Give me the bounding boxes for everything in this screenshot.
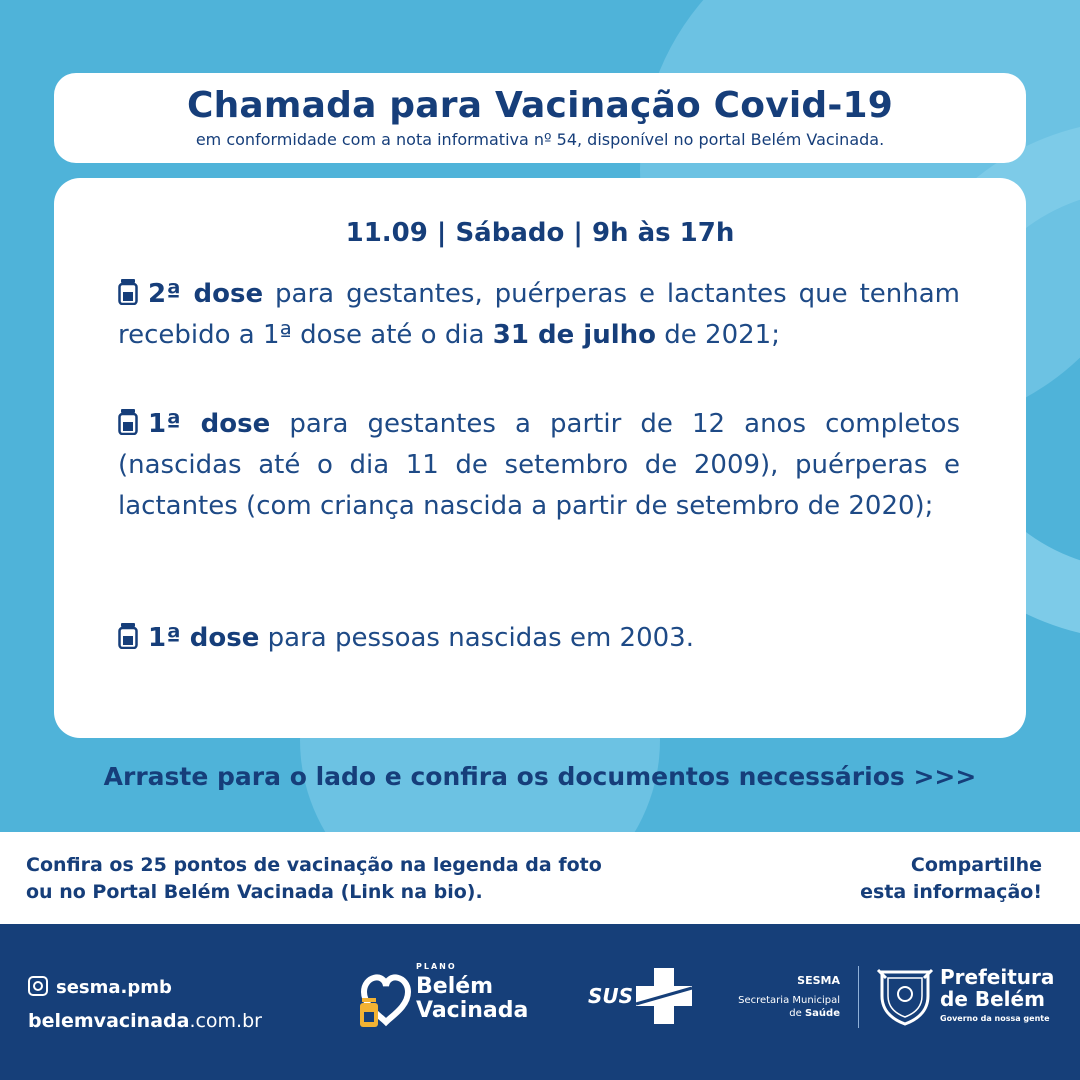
- sesma-line-bold: Saúde: [804, 1008, 840, 1019]
- site-link[interactable]: [28, 1010, 262, 1032]
- schedule-item: [118, 618, 960, 659]
- schedule-card: [54, 178, 1026, 738]
- sus-logo-text: SUS: [588, 984, 634, 1008]
- dose-text: para gestantes a partir de 12 anos completos (nascidas até o dia 11 de setembro de 2009), puérperas e lactantes (com criança nascida a partir de setembro de 2020);: [118, 409, 961, 521]
- dose-label: 2ª dose: [148, 279, 264, 309]
- logo-vacinada: Vacinada: [416, 998, 529, 1023]
- sus-cross-icon: [632, 964, 696, 1028]
- instagram-icon: [28, 976, 48, 996]
- vaccine-vial-icon: [118, 623, 138, 649]
- site-name: belemvacinada: [28, 1010, 190, 1032]
- deadline-date: 31 de julho: [492, 320, 657, 350]
- prefeitura-line: Prefeitura: [940, 965, 1055, 989]
- site-domain: .com.br: [189, 1010, 262, 1032]
- page-title: Chamada para Vacinação Covid-19: [186, 85, 894, 126]
- dose-label: 1ª dose: [148, 409, 271, 439]
- info-line: Confira os 25 pontos de vacinação na legenda da foto: [26, 854, 602, 876]
- date-line: 11.09 | Sábado | 9h às 17h: [345, 218, 735, 248]
- sesma-title: SESMA: [797, 974, 840, 987]
- belem-vacinada-logo: [358, 962, 548, 1032]
- sesma-line: [700, 1008, 840, 1019]
- prefeitura-line: de Belém: [940, 987, 1045, 1011]
- info-line: esta informação!: [860, 881, 1042, 903]
- info-line: ou no Portal Belém Vacinada (Link na bio).: [26, 881, 483, 903]
- dose-text: de 2021;: [656, 320, 780, 350]
- info-line: Compartilhe: [910, 854, 1042, 876]
- prefeitura-slogan: Governo da nossa gente: [940, 1014, 1050, 1023]
- sesma-line-pre: de: [789, 1008, 805, 1019]
- schedule-item: [118, 404, 960, 527]
- dose-text: para gestantes, puérperas e lactantes que tenham recebido a 1ª dose até o dia: [118, 279, 961, 350]
- city-crest-icon: [876, 966, 934, 1026]
- instagram-handle[interactable]: [28, 976, 172, 998]
- page-subtitle: em conformidade com a nota informativa nº 54, disponível no portal Belém Vacinada.: [195, 130, 885, 149]
- schedule-item: [118, 274, 960, 356]
- heart-vial-icon: [358, 962, 412, 1032]
- share-note: [860, 852, 1042, 906]
- footer: [0, 924, 1080, 1080]
- swipe-hint: Arraste para o lado e confira os documentos necessários >>>: [103, 762, 977, 791]
- dose-label: 1ª dose: [148, 623, 260, 653]
- vaccine-vial-icon: [118, 409, 138, 435]
- instagram-label: sesma.pmb: [56, 977, 172, 998]
- sesma-logo: [700, 974, 840, 1019]
- logo-divider: [858, 966, 859, 1028]
- sesma-line: Secretaria Municipal: [738, 995, 840, 1006]
- prefeitura-logo: [940, 966, 1054, 1023]
- vaccination-points-note: [26, 852, 602, 906]
- vaccine-vial-icon: [118, 279, 138, 305]
- logo-belem: Belém: [416, 974, 494, 999]
- logo-plano: PLANO: [416, 962, 457, 971]
- info-band: [0, 832, 1080, 924]
- dose-text: para pessoas nascidas em 2003.: [259, 623, 694, 653]
- title-card: [54, 73, 1026, 163]
